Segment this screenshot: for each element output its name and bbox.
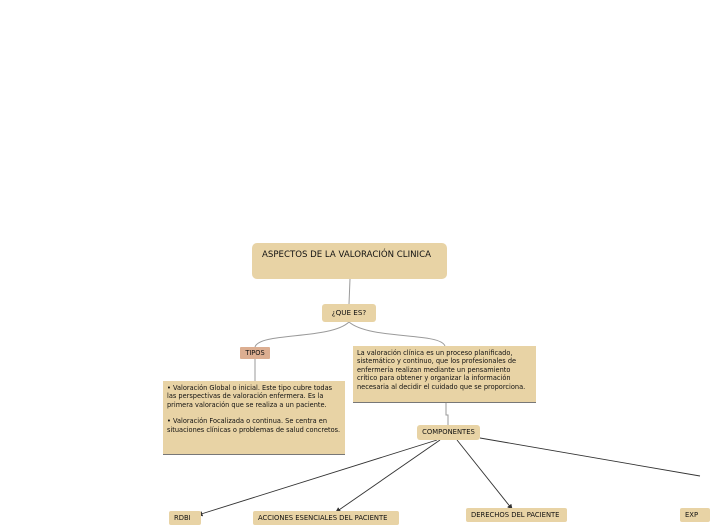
link-que-tipos	[255, 322, 349, 347]
link-que-definicion	[349, 322, 445, 346]
tipo-focalizada-text: • Valoración Focalizada o continua. Se centra en situaciones clínicas o problemas de salud concretos.	[167, 417, 341, 434]
tipos-topic[interactable]	[240, 347, 270, 359]
child-topic-rdbi[interactable]	[169, 511, 201, 525]
que-es-topic[interactable]	[322, 304, 376, 322]
arrow-exp	[480, 438, 700, 476]
child-topic-derechos[interactable]	[466, 508, 567, 522]
arrow-acciones	[336, 440, 440, 512]
definicion-text: La valoración clínica es un proceso planificado, sistemático y continuo, que los profesionales de enfermería realizan mediante un pensamiento crítico para obtener y organizar la información necesaria al decidir el cuidado que se proporciona.	[357, 349, 526, 391]
componentes-topic[interactable]	[417, 425, 480, 440]
link-root-que	[349, 279, 350, 304]
componentes-label: COMPONENTES	[422, 428, 475, 436]
link-definicion-componentes	[446, 403, 448, 425]
tipos-list-topic[interactable]	[163, 381, 345, 455]
que-es-label: ¿QUE ES?	[331, 308, 367, 317]
child-topic-label: RDBI	[174, 514, 191, 522]
child-topic-label: DERECHOS DEL PACIENTE	[471, 511, 560, 519]
child-topic-label: ACCIONES ESENCIALES DEL PACIENTE	[258, 514, 388, 522]
child-topic-exp[interactable]	[680, 508, 710, 522]
arrow-derechos	[457, 440, 512, 509]
child-topic-label: EXP	[685, 511, 699, 519]
root-topic-label: ASPECTOS DE LA VALORACIÓN CLINICA	[262, 250, 431, 260]
tipo-global-text: • Valoración Global o inicial. Este tipo cubre todas las perspectivas de valoración enfermera. Es la primera valoración que se realiza a un paciente.	[167, 384, 333, 409]
tipos-label: TIPOS	[245, 349, 265, 357]
child-topic-acciones[interactable]	[253, 511, 399, 525]
root-topic[interactable]	[252, 243, 447, 279]
definicion-topic[interactable]	[353, 346, 536, 403]
